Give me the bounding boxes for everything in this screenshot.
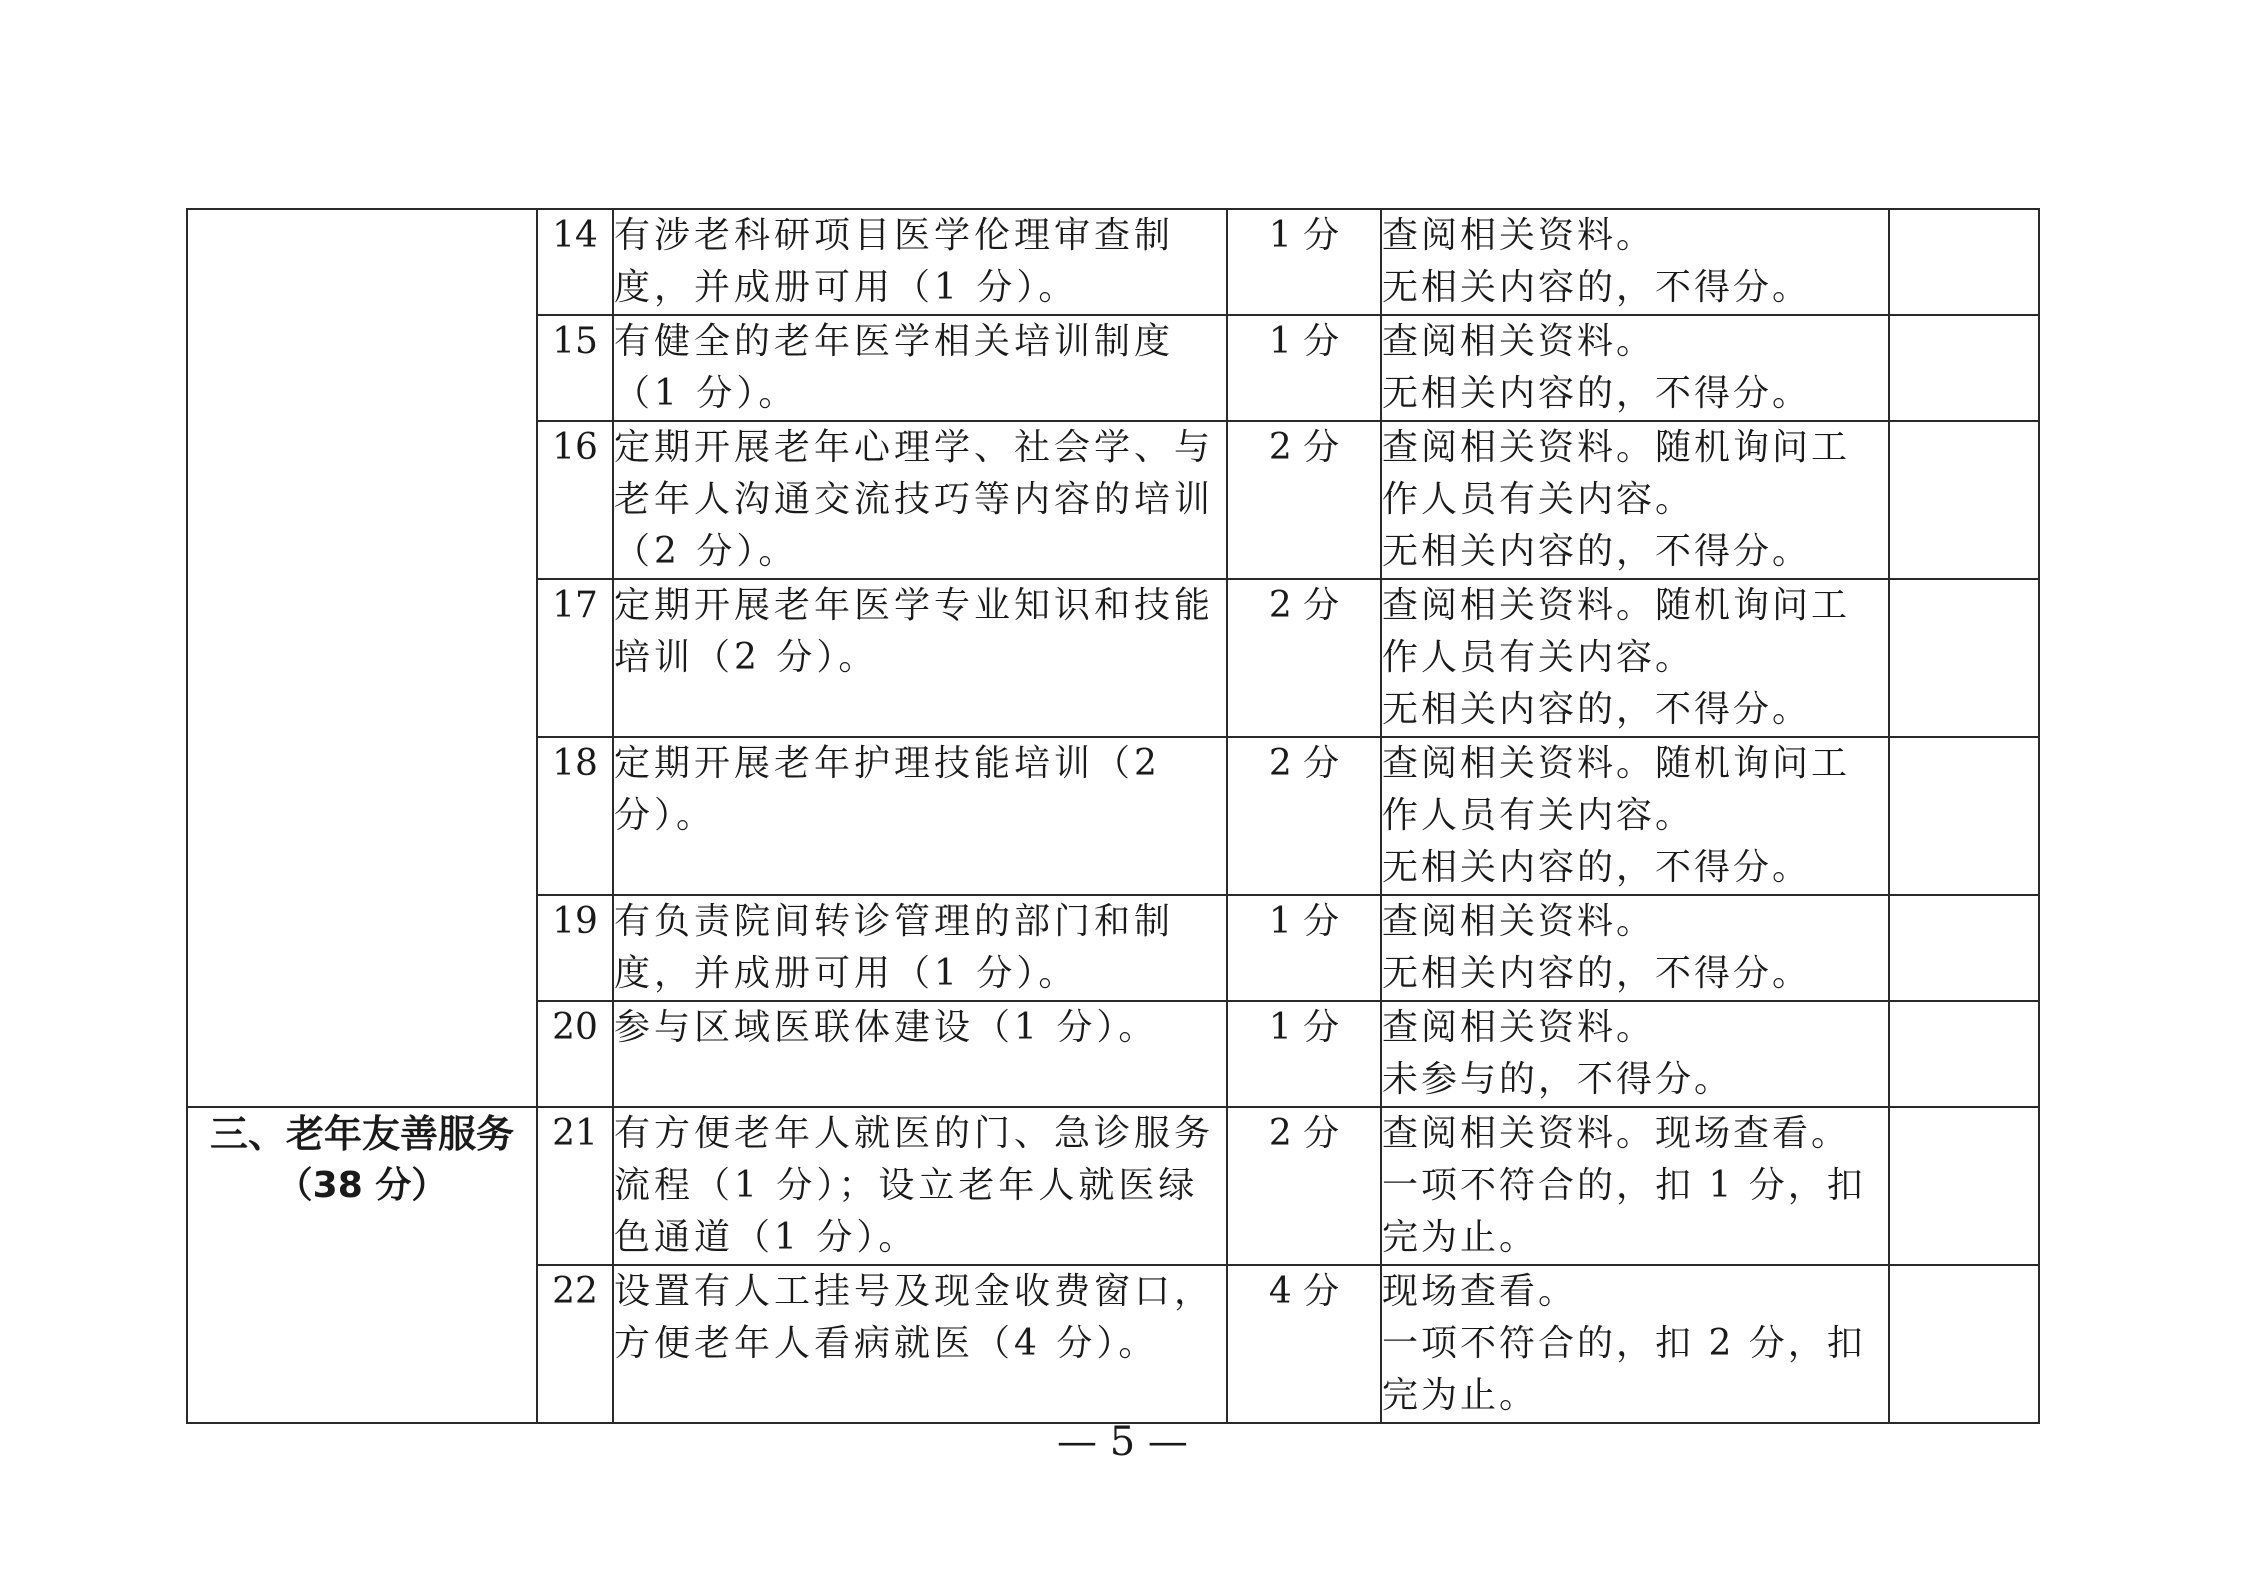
method-cell [1381, 1107, 1889, 1265]
method-line: 无相关内容的，不得分。 [1382, 373, 1812, 414]
method-cell [1381, 315, 1889, 421]
category-cell [187, 209, 537, 1107]
method-cell [1381, 895, 1889, 1001]
method-cell [1381, 737, 1889, 895]
points-value: 4 分 [1227, 1265, 1381, 1423]
item-number: 20 [537, 1001, 613, 1107]
method-line: 查阅相关资料。随机询问工作人员有关内容。 [1382, 585, 1851, 678]
method-line: 查阅相关资料。 [1382, 901, 1656, 942]
method-cell [1381, 1265, 1889, 1423]
method-cell [1381, 1001, 1889, 1107]
method-cell [1381, 421, 1889, 579]
method-line: 无相关内容的，不得分。 [1382, 953, 1812, 994]
method-line: 查阅相关资料。 [1382, 1007, 1656, 1048]
criteria-text: 有健全的老年医学相关培训制度（1 分）。 [613, 315, 1227, 421]
remarks-cell [1889, 315, 2039, 421]
item-number: 15 [537, 315, 613, 421]
points-value: 1 分 [1227, 1001, 1381, 1107]
criteria-text: 有方便老年人就医的门、急诊服务流程（1 分）；设立老年人就医绿色通道（1 分）。 [613, 1107, 1227, 1265]
method-line: 未参与的，不得分。 [1382, 1059, 1734, 1100]
method-line: 无相关内容的，不得分。 [1382, 689, 1812, 730]
points-value: 1 分 [1227, 895, 1381, 1001]
method-cell [1381, 579, 1889, 737]
criteria-text: 定期开展老年心理学、社会学、与老年人沟通交流技巧等内容的培训（2 分）。 [613, 421, 1227, 579]
method-line: 查阅相关资料。随机询问工作人员有关内容。 [1382, 743, 1851, 836]
category-cell [187, 1107, 537, 1423]
points-value: 2 分 [1227, 1107, 1381, 1265]
remarks-cell [1889, 209, 2039, 315]
remarks-cell [1889, 895, 2039, 1001]
points-value: 1 分 [1227, 209, 1381, 315]
points-value: 2 分 [1227, 421, 1381, 579]
method-line: 无相关内容的，不得分。 [1382, 847, 1812, 888]
remarks-cell [1889, 579, 2039, 737]
item-number: 16 [537, 421, 613, 579]
criteria-text: 参与区域医联体建设（1 分）。 [613, 1001, 1227, 1107]
method-cell [1381, 209, 1889, 315]
criteria-text: 有负责院间转诊管理的部门和制度，并成册可用（1 分）。 [613, 895, 1227, 1001]
criteria-text: 定期开展老年医学专业知识和技能培训（2 分）。 [613, 579, 1227, 737]
remarks-cell [1889, 1001, 2039, 1107]
page-number: — 5 — [1057, 1419, 1188, 1465]
item-number: 21 [537, 1107, 613, 1265]
category-title: 三、老年友善服务 [209, 1112, 514, 1156]
points-value: 1 分 [1227, 315, 1381, 421]
item-number: 22 [537, 1265, 613, 1423]
item-number: 14 [537, 209, 613, 315]
table-row [187, 209, 2039, 315]
criteria-text: 定期开展老年护理技能培训（2 分）。 [613, 737, 1227, 895]
item-number: 19 [537, 895, 613, 1001]
method-line: 一项不符合的，扣 2 分，扣完为止。 [1382, 1323, 1866, 1416]
points-value: 2 分 [1227, 737, 1381, 895]
method-line: 查阅相关资料。 [1382, 215, 1656, 256]
scoring-table [186, 208, 2040, 1424]
method-line: 查阅相关资料。现场查看。 [1382, 1113, 1851, 1154]
item-number: 17 [537, 579, 613, 737]
method-line: 无相关内容的，不得分。 [1382, 531, 1812, 572]
item-number: 18 [537, 737, 613, 895]
category-score: （38 分） [276, 1165, 448, 1206]
remarks-cell [1889, 1107, 2039, 1265]
criteria-text: 有涉老科研项目医学伦理审查制度，并成册可用（1 分）。 [613, 209, 1227, 315]
remarks-cell [1889, 421, 2039, 579]
criteria-text: 设置有人工挂号及现金收费窗口，方便老年人看病就医（4 分）。 [613, 1265, 1227, 1423]
method-line: 现场查看。 [1382, 1271, 1578, 1312]
method-line: 一项不符合的，扣 1 分，扣完为止。 [1382, 1165, 1866, 1258]
remarks-cell [1889, 737, 2039, 895]
method-line: 查阅相关资料。 [1382, 321, 1656, 362]
method-line: 查阅相关资料。随机询问工作人员有关内容。 [1382, 427, 1851, 520]
method-line: 无相关内容的，不得分。 [1382, 267, 1812, 308]
remarks-cell [1889, 1265, 2039, 1423]
table-row [187, 1107, 2039, 1265]
points-value: 2 分 [1227, 579, 1381, 737]
